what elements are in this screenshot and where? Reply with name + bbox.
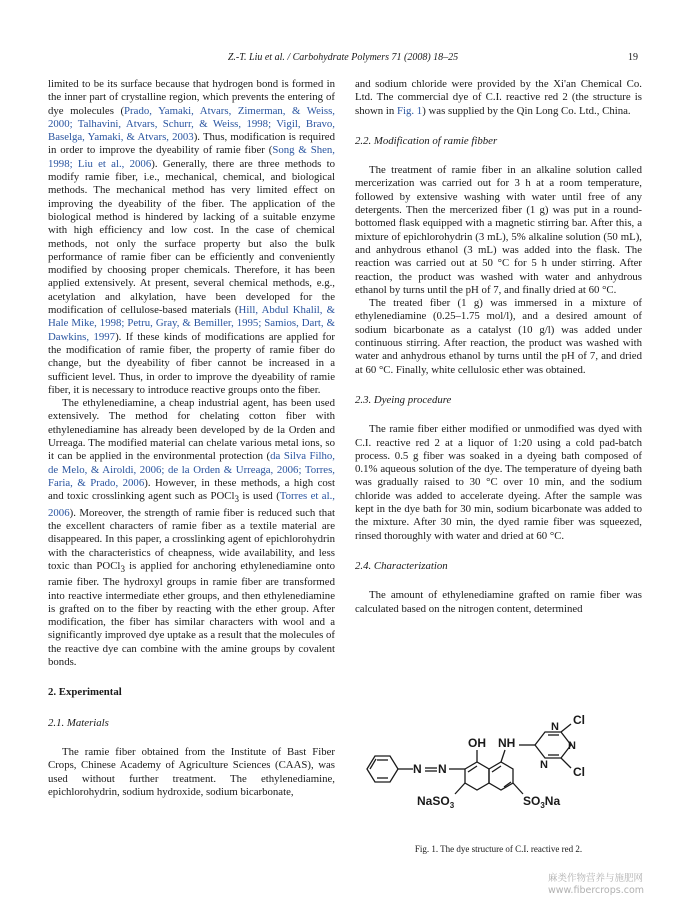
triazine-ring bbox=[535, 732, 571, 758]
subsection-heading: 2.3. Dyeing procedure bbox=[355, 393, 452, 406]
watermark-line: www.fibercrops.com bbox=[548, 885, 645, 896]
site-watermark bbox=[548, 873, 644, 897]
paragraph: The treated fiber (1 g) was immersed in a mixture of ethylenediamine (0.25–1.75 mol/l), and a desired amount of sodium bicarbonate as a catalyst (10 g/l) was added under continuous stirring. After reaction, the product was washed with water and anhydrous ethanol by turns until the pH of 7, and dried at 60 °C. Finally, white cellulosic ether was obtained. bbox=[355, 297, 642, 376]
oh-label: OH bbox=[468, 736, 486, 750]
triazine-n3: N bbox=[540, 759, 548, 771]
figure-link[interactable]: Fig. 1 bbox=[397, 104, 423, 117]
nh-label: NH bbox=[498, 736, 516, 750]
section-heading: 2. Experimental bbox=[48, 686, 122, 699]
triazine-n2: N bbox=[568, 740, 576, 752]
left-column bbox=[48, 78, 335, 799]
paragraph: and sodium chloride were provided by the Xi'an Chemical Co. Ltd. The commercial dye of C.I. reactive red 2 (the structure is shown in Fig. 1) was supplied by the Qin Long Co. Ltd., China. bbox=[355, 78, 642, 117]
running-header bbox=[48, 52, 638, 68]
citation-link[interactable]: Torres et al., 2006 bbox=[48, 490, 335, 519]
cl-top-label: Cl bbox=[573, 713, 585, 727]
paragraph: The amount of ethylenediamine grafted on ramie fiber was calculated based on the nitrogen content, determined bbox=[355, 589, 642, 615]
subsection-heading: 2.2. Modification of ramie fibber bbox=[355, 134, 498, 147]
paragraph: limited to be its surface because that hydrogen bond is formed in the inner part of crystalline region, which prevents the entering of dye molecules (Prado, Yamaki, Atvars, Zimerman, & Weiss, 2000; Talhavini, Atvars, Schurr, & Weiss, 1998; Vigil, Bravo, Baselga, Yamaki, & Atvars, 2003). Thus, modification is required in order to improve the dyeability of ramie fiber (Song & Shen, 1998; Liu et al., 2006). Generally, there are three methods to modify ramie fiber, i.e., mechanical, chemical, and biological methods. The mechanical method has very limited effect on improving the dyeability of the fiber. The application of the biological method is hindered by lacking of a suitable enzyme with high efficiency and low cost. In the case of chemical methods, not only the surface property but also the bulk performance of ramie fiber can be efficiently and conveniently modified by choosing proper chemicals. Therefore, it has been applied extensively. At present, several chemical methods, e.g., acetylation and alkylation, have been developed for the modification of cellulose-based materials (Hill, Abdul Khalil, & Hale Mike, 1998; Petru, Gray, & Bemiller, 1995; Samios, Dart, & Dawkins, 1997). If these kinds of modifications are applied for the modification of ramie fiber, the property of ramie fiber do change, but the dyeability of fiber cannot be increased in a sufficient level. Thus, in order to improve the dyeability of ramie fiber, it is necessary to introduce reactive groups onto the fiber. bbox=[48, 78, 336, 396]
dye-structure-figure bbox=[355, 712, 642, 842]
citation-link[interactable]: da Silva Filho, de Melo, & Airoldi, 2006; de la Orden & Urreaga, 2006; Torres, Faria, & Prado, 2006 bbox=[48, 450, 335, 489]
chemical-structure bbox=[355, 712, 642, 842]
triazine-n1: N bbox=[551, 721, 559, 733]
citation-link[interactable]: Hill, Abdul Khalil, & Hale Mike, 1998; Petru, Gray, & Bemiller, 1995; Samios, Dart, & Dawkins, 1997 bbox=[48, 304, 335, 343]
cl-bottom-label: Cl bbox=[573, 765, 585, 779]
naso3-label: NaSO$_3$ bbox=[417, 794, 455, 810]
right-column bbox=[355, 78, 642, 616]
watermark-line: 麻类作物营养与施肥网 bbox=[548, 873, 644, 884]
paragraph: The ethylenediamine, a cheap industrial agent, has been used extensively. The method for chelating cotton fiber with ethylenediamine has already been developed by de la Orden and Urreaga. The modified material can chelate various metal ions, so it can be applied in the environmental protection (da Silva Filho, de Melo, & Airoldi, 2006; de la Orden & Urreaga, 2006; Torres, Faria, & Prado, 2006). However, in these methods, a high cost and toxic crosslinking agent such as POCl$_3$ is used (Torres et al., 2006). Moreover, the strength of ramie fiber is reduced such that the excellent characters of ramie fiber as a textile material are disappeared. In this paper, a crosslinking agent of epichlorohydrin with the characteristics of cheapness, wide availability, and less toxic than POCl$_3$ is applied for anchoring ethylenediamine onto ramie fiber. The hydroxyl groups in ramie fiber are transformed into reactive intermediate ether groups, and then ethylenediamine is grafted on to the fiber by reacting with the ether group. After modification, the fiber has similar characters with wool and a significantly improved dye uptake as a result that the molecules of the reactive dye can combine with the amine groups by covalent bonds. bbox=[48, 397, 335, 669]
azo-n2: N bbox=[438, 762, 447, 776]
subsection-heading: 2.1. Materials bbox=[48, 716, 109, 729]
figure-caption: Fig. 1. The dye structure of C.I. reactive red 2. bbox=[414, 844, 583, 854]
running-title: Z.-T. Liu et al. / Carbohydrate Polymers 71 (2008) 18–25 bbox=[227, 52, 459, 63]
citation-link[interactable]: Song & Shen, 1998; Liu et al., 2006 bbox=[48, 144, 336, 170]
paragraph: The ramie fiber obtained from the Institute of Bast Fiber Crops, Chinese Academy of Agriculture Sciences (CAAS), was used without further treatment. The ethylenediamine, epichlorohydrin, sodium hydroxide, sodium bicarbonate, bbox=[48, 745, 335, 798]
paragraph: The ramie fiber either modified or unmodified was dyed with C.I. reactive red 2 at a liquor of 1:20 using a cold pad-batch process. 0.5 g fiber was soaked in a dyeing bath composed of 0.1% aqueous solution of the dye. The temperature of dyeing bath was gradually raised to 30 °C over 10 min, and the sodium chloride was added to accelerate dyeing. After the sample was kept in the dye bath for 30 min, sodium bicarbonate was added to the mixture. After 30 min, the dyed ramie fiber was squeezed, rinsed thoroughly with water and dried at 60 °C. bbox=[355, 423, 642, 542]
subsection-heading: 2.4. Characterization bbox=[355, 559, 448, 572]
so3na-label: $SO_3Na$ bbox=[523, 794, 561, 810]
page-number: 19 bbox=[628, 52, 638, 63]
citation-link[interactable]: Prado, Yamaki, Atvars, Zimerman, & Weiss, 2000; Talhavini, Atvars, Schurr, & Weiss, 1998; Vigil, Bravo, Baselga, Yamaki, & Atvars, 2003 bbox=[48, 104, 336, 144]
paragraph: The treatment of ramie fiber in an alkaline solution called mercerization was carried out for 3 h at a room temperature, followed by extensive washing with water until free of any detergents. Then the mercerized fiber (1 g) was put in a round-bottomed flask equipped with a magnetic stirring bar. After this, a mixture of epichlorohydrin (3 mL), 5% alkaline solution (50 mL), and anhydrous ethanol (3 mL) was added into the flask. The reaction was carried out at 50 °C for 5 h under stirring. After reaction, the product was washed with water and anhydrous ethanol by turns until the pH of 7, and finally dried at 60 °C. bbox=[355, 164, 642, 296]
azo-n1: N bbox=[413, 762, 422, 776]
